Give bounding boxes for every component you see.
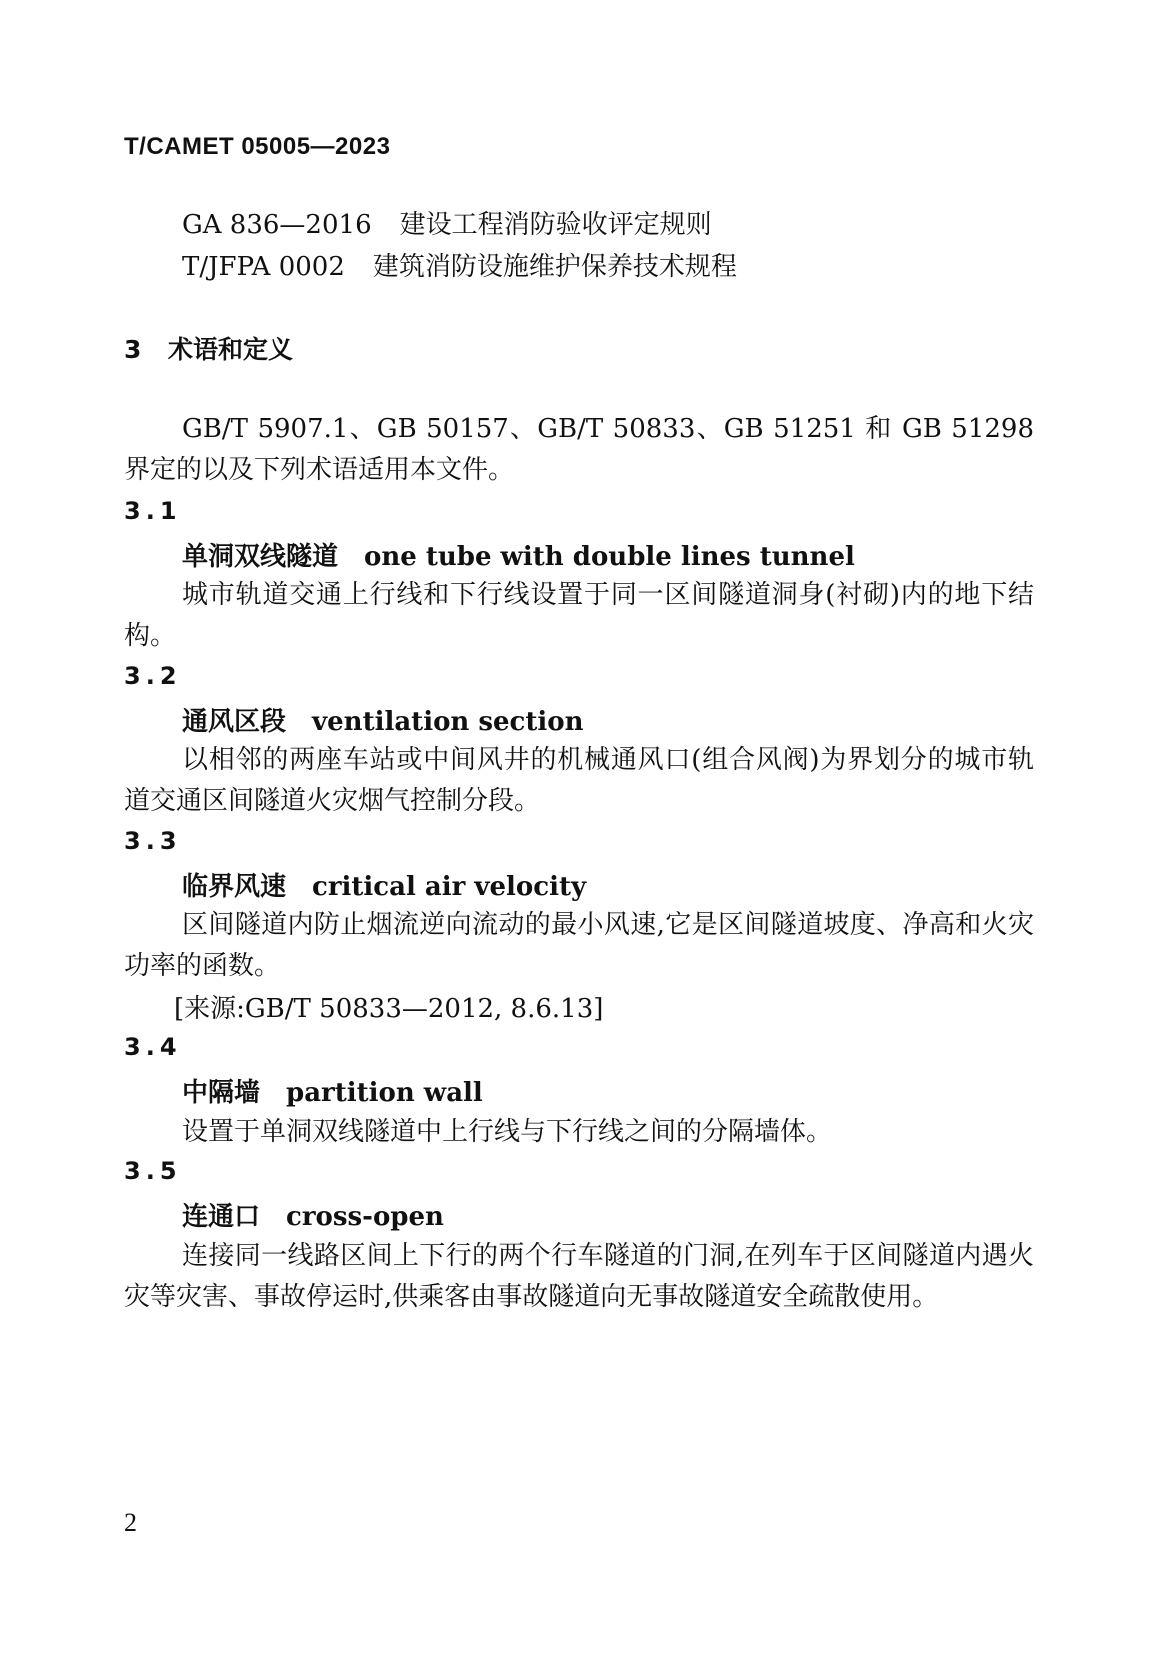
section-number: 3 [124, 335, 142, 364]
term-entry [182, 1196, 444, 1233]
normative-reference [182, 246, 737, 283]
page-number: 2 [124, 1508, 137, 1537]
reference-title: 建筑消防设施维护保养技术规程 [372, 252, 737, 282]
reference-code: GA 836—2016 [182, 210, 372, 240]
term-chinese: 临界风速 [182, 872, 287, 902]
term-entry [182, 701, 584, 738]
section-heading [124, 330, 293, 366]
document-id-header: T/CAMET 05005—2023 [124, 133, 391, 160]
term-definition: 区间隧道内防止烟流逆向流动的最小风速,它是区间隧道坡度、净高和火灾功率的函数。 [124, 910, 1034, 981]
term-chinese: 连通口 [182, 1202, 261, 1232]
intro-paragraph: GB/T 5907.1、GB 50157、GB/T 50833、GB 51251 和 GB 51298 界定的以及下列术语适用本文件。 [124, 414, 1034, 485]
term-definition: 以相邻的两座车站或中间风井的机械通风口(组合风阀)为界划分的城市轨道交通区间隧道火灾烟气控制分段。 [124, 745, 1034, 816]
clause-number: 3.1 [124, 497, 182, 525]
clause-number: 3.3 [124, 827, 182, 855]
term-definition: 设置于单洞双线隧道中上行线与下行线之间的分隔墙体。 [182, 1117, 833, 1147]
reference-code: T/JFPA 0002 [182, 252, 345, 282]
section-title: 术语和定义 [168, 335, 294, 364]
term-chinese: 单洞双线隧道 [182, 542, 339, 572]
term-chinese: 通风区段 [182, 707, 287, 737]
term-entry [182, 866, 586, 903]
clause-number: 3.2 [124, 662, 182, 690]
term-english: ventilation section [312, 707, 584, 737]
reference-title: 建设工程消防验收评定规则 [399, 210, 712, 240]
term-english: critical air velocity [312, 872, 587, 902]
term-chinese: 中隔墙 [182, 1078, 261, 1108]
term-english: one tube with double lines tunnel [364, 542, 855, 572]
term-definition: 连接同一线路区间上下行的两个行车隧道的门洞,在列车于区间隧道内遇火灾等灾害、事故停运时,供乘客由事故隧道向无事故隧道安全疏散使用。 [124, 1241, 1034, 1312]
term-definition: 城市轨道交通上行线和下行线设置于同一区间隧道洞身(衬砌)内的地下结构。 [124, 580, 1034, 651]
term-english: cross-open [286, 1202, 444, 1232]
term-entry [182, 1072, 483, 1109]
clause-number: 3.5 [124, 1157, 182, 1185]
term-english: partition wall [286, 1078, 483, 1108]
clause-number: 3.4 [124, 1033, 182, 1061]
normative-reference [182, 204, 712, 241]
term-source: [来源:GB/T 50833—2012, 8.6.13] [174, 994, 604, 1024]
term-entry [182, 536, 855, 573]
